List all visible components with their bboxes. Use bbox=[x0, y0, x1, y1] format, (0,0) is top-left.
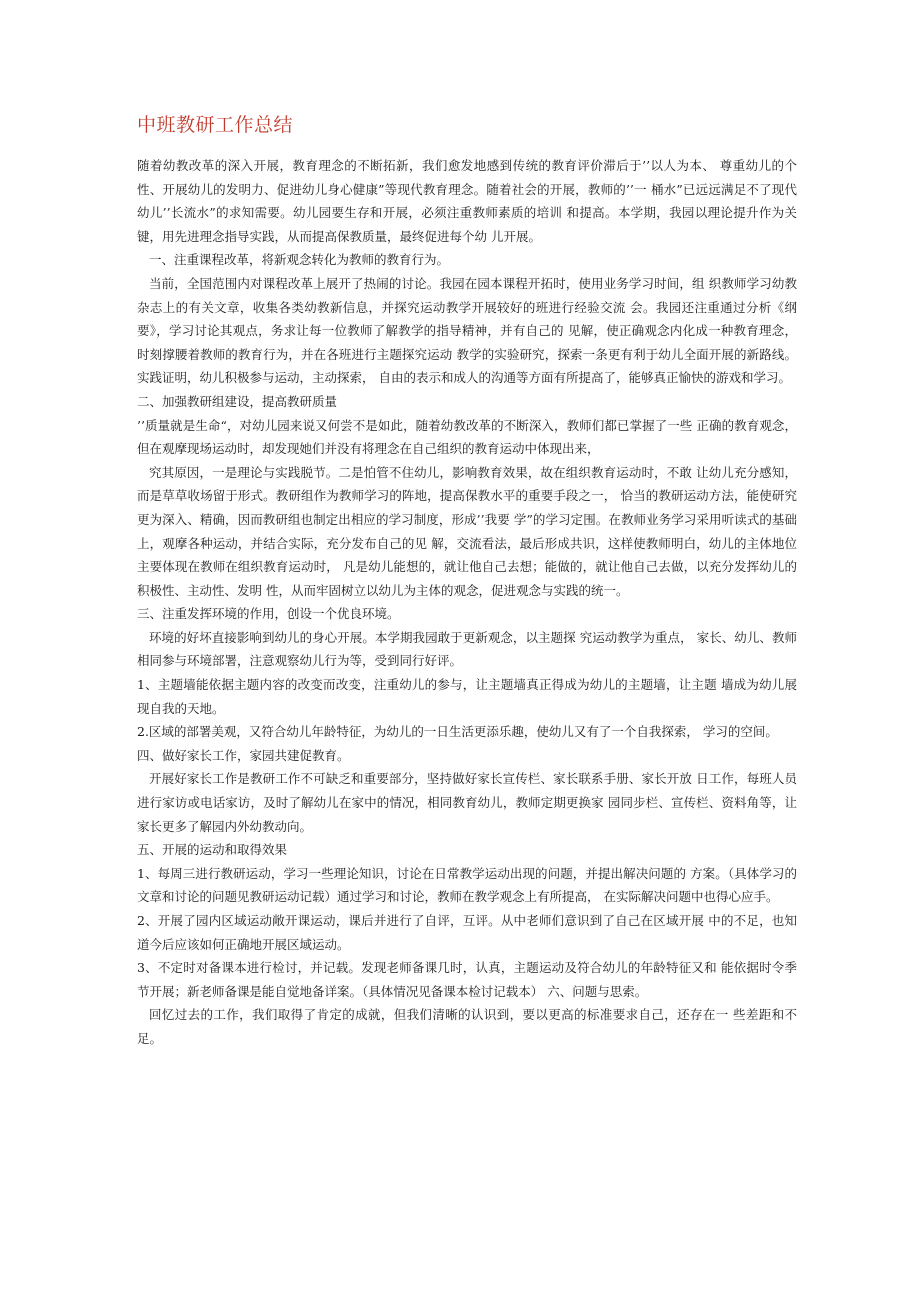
paragraph: 随着幼教改革的深入开展，教育理念的不断拓新，我们愈发地感到传统的教育评价滞后于’’以人为本、 尊重幼儿的个性、开展幼儿的发明力、促进幼儿身心健康”等现代教育理念。随着社会的开展，教师的’’一 桶水”已远远满足不了现代幼儿’’长流水”的求知需要。幼儿园要生存和开展，必须注重教师素质的培训 和提高。本学期，我园以理论提升作为关键，用先进理念指导实践，从而提高保教质量，最终促进每个幼 儿开展。 bbox=[137, 158, 797, 244]
paragraph: 究其原因，一是理论与实践脱节。二是怕管不住幼儿，影响教育效果，故在组织教育运动时，不敢 让幼儿充分感知，而是草草收场留于形式。教研组作为教师学习的阵地，提高保教水平的重要手段之一， 恰当的教研运动方法，能使研究更为深入、精确，因而教研组也制定出相应的学习制度，形成’’我要 学”的学习定围。在教师业务学习采用听读式的基础上，观摩各种运动，并结合实际，充分发布自己的见 解，交流看法，最后形成共识，这样使教师明白，幼儿的主体地位主要体现在教师在组织教育运动时， 凡是幼儿能想的，就让他自己去想；能做的，就让他自己去做，以充分发挥幼儿的积极性、主动性、发明 性，从而牢固树立以幼儿为主体的观念，促进观念与实践的统一。 bbox=[137, 464, 797, 598]
paragraph: 环境的好坏直接影响到幼儿的身心开展。本学期我园敢于更新观念，以主题探 究运动教学为重点， 家长、幼儿、教师相同参与环境部署，注意观察幼儿行为等，受到同行好评。 bbox=[137, 629, 797, 669]
paragraph: 2.区域的部署美观，又符合幼儿年龄特征，为幼儿的一日生活更添乐趣，使幼儿又有了一个自我探索， 学习的空间。 bbox=[137, 724, 778, 740]
paragraph: 四、做好家长工作，家园共建促教育。 bbox=[137, 747, 350, 763]
paragraph: 二、加强教研组建设，提高教研质量 bbox=[137, 393, 338, 409]
document-title: 中班教研工作总结 bbox=[137, 114, 294, 136]
paragraph: 1、每周三进行教研运动，学习一些理论知识，讨论在日常教学运动出现的问题，并提出解决问题的 方案。（具体学习的文章和讨论的问题见教研运动记载）通过学习和讨论，教师在教学观念上有所提高， 在实际解决问题中也得心应手。 bbox=[137, 865, 797, 905]
paragraph: ’’质量就是生命“，对幼儿园来说又何尝不是如此，随着幼教改革的不断深入，教师们都已掌握了一些 正确的教育观念，但在观摩现场运动时，却发现她们并没有将理念在自己组织的教育运动中体现出来， bbox=[137, 417, 797, 457]
paragraph: 开展好家长工作是教研工作不可缺乏和重要部分，坚持做好家长宣传栏、家长联系手册、家长开放 日工作，每班人员进行家访或电话家访，及时了解幼儿在家中的情况，相同教育幼儿，教师定期更换家 园同步栏、宣传栏、资料角等，让家长更多了解园内外幼教动向。 bbox=[137, 771, 797, 834]
paragraph: 回忆过去的工作，我们取得了肯定的成就，但我们清晰的认识到，要以更高的标准要求自己，还存在一 些差距和不足。 bbox=[137, 1007, 797, 1046]
document-body bbox=[137, 154, 797, 1051]
paragraph: 1、主题墙能依据主题内容的改变而改变，注重幼儿的参与，让主题墙真正得成为幼儿的主题墙，让主题 墙成为幼儿展现自我的天地。 bbox=[137, 677, 797, 716]
paragraph: 当前，全国范围内对课程改革上展开了热闹的讨论。我园在园本课程开拓时，使用业务学习时间，组 织教师学习幼教杂志上的有关文章，收集各类幼教新信息，并探究运动教学开展较好的班进行经验交流 会。我园还注重通过分析《纲要》，学习讨论其观点，务求让每一位教师了解教学的指导精神，并有自己的 见解，使正确观念内化成一种教育理念，时刻撑腰着教师的教育行为，并在各班进行主题探究运动 教学的实验研究，探索一条更有利于幼儿全面开展的新路线。实践证明，幼儿积极参与运动，主动探索， 自由的表示和成人的沟通等方面有所提高了，能够真正愉快的游戏和学习。 bbox=[137, 275, 797, 386]
paragraph: 3、不定时对备课本进行检讨，并记载。发现老师备课几时，认真，主题运动及符合幼儿的年龄特征又和 能依据时令季节开展；新老师备课是能自觉地备详案。（具体情况见备课本检讨记载本） 六、问题与思索。 bbox=[137, 960, 797, 999]
paragraph: 2、开展了园内区域运动敞开课运动，课后并进行了自评，互评。从中老师们意识到了自己在区域开展 中的不足，也知道今后应该如何正确地开展区域运动。 bbox=[137, 913, 797, 952]
paragraph: 五、开展的运动和取得效果 bbox=[137, 842, 288, 858]
paragraph: 三、注重发挥环境的作用，创设一个优良环境。 bbox=[137, 606, 400, 622]
paragraph: 一、注重课程改革，将新观念转化为教师的教育行为。 bbox=[149, 252, 450, 268]
